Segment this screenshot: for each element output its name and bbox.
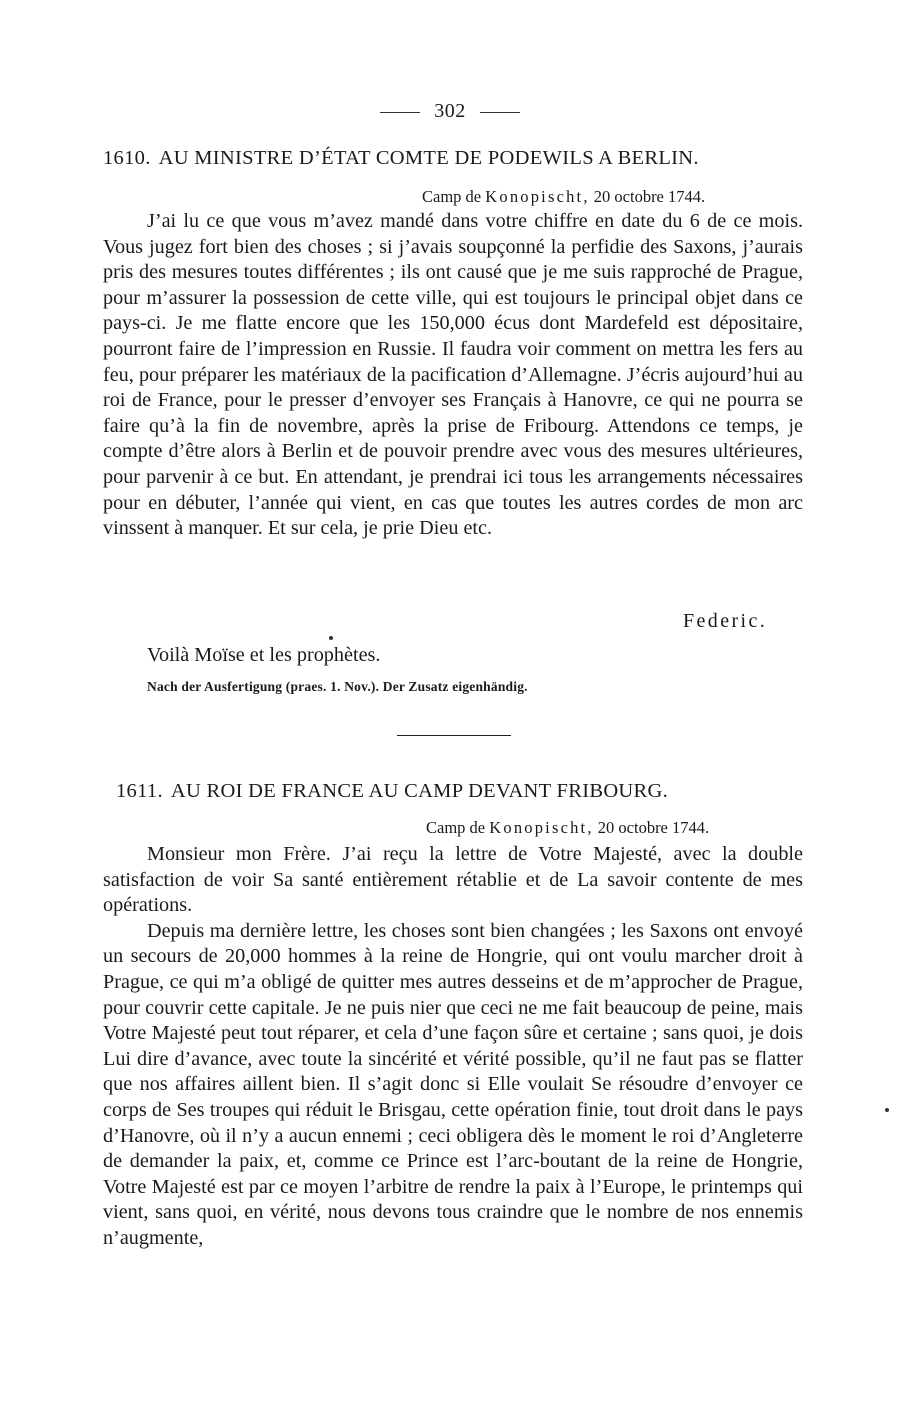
letter-heading — [116, 780, 816, 803]
letter-title: AU ROI DE FRANCE AU CAMP DEVANT FRIBOURG. — [170, 780, 669, 802]
source-note: Nach der Ausfertigung (praes. 1. Nov.). Der Zusatz eigenhändig. — [147, 679, 528, 694]
postscript: Voilà Moïse et les prophètes. — [147, 644, 381, 666]
divider — [380, 112, 420, 113]
letter-body — [103, 842, 803, 1252]
dateline — [422, 187, 705, 207]
date-place: Camp de — [422, 187, 482, 206]
signature: Federic. — [683, 610, 768, 632]
paragraph: Depuis ma dernière lettre, les choses sont bien changées ; les Saxons ont envoyé un secours de 20,000 hommes à la reine de Hongrie, qui ont voulu marcher droit à Prague, ce qui m’a obligé de quitter mes autres desseins et de m’approcher de Prague, pour couvrir cette capitale. Je ne puis nier que ceci ne me fait beaucoup de peine, mais Votre Majesté peut tout réparer, et cela d’une façon sûre et certaine ; sans quoi, je dois Lui dire d’avance, avec toute la sincérité et vérité possible, qu’il ne faut pas se flatter que nos affaires aillent bien. Il s’agit donc si Elle voulait Se résoudre d’envoyer ce corps de Ses troupes qui réduit le Brisgau, cette opération finie, tout droit dans le pays d’Hanovre, où il n’y a aucun ennemi ; ceci obligera dès le moment le roi d’Angleterre de demander la paix, et, comme ce Prince est l’arc-boutant de la reine de Hongrie, Votre Majesté est par ce moyen l’arbitre de rendre la paix à l’Europe, le printemps qui vient, sans quoi, en vérité, nous devons tous craindre que le nombre de nos ennemis n’augmente, — [103, 919, 803, 1249]
letter-heading — [103, 147, 803, 170]
letter-body — [103, 209, 803, 542]
section-rule — [397, 735, 511, 736]
dateline — [426, 818, 709, 838]
date-location: Konopischt, — [489, 818, 594, 837]
date-location: Konopischt, — [485, 187, 590, 206]
ink-speck — [329, 636, 333, 640]
date-text: 20 octobre 1744. — [593, 187, 706, 206]
letter-number: 1611. — [116, 780, 163, 802]
page-number-line — [0, 100, 900, 123]
date-place: Camp de — [426, 818, 486, 837]
ink-speck — [885, 1108, 889, 1112]
letter-title: AU MINISTRE D’ÉTAT COMTE DE PODEWILS A BERLIN. — [158, 147, 699, 169]
paragraph: Monsieur mon Frère. J’ai reçu la lettre de Votre Majesté, avec la double satisfaction de voir Sa santé entièrement rétablie et de La savoir contente de mes opérations. — [103, 843, 803, 917]
page-number: 302 — [434, 100, 466, 122]
letter-number: 1610. — [103, 147, 151, 169]
paragraph: J’ai lu ce que vous m’avez mandé dans votre chiffre en date du 6 de ce mois. Vous jugez fort bien des choses ; si j’avais soupçonné la perfidie des Saxons, j’aurais pris des mesures toutes différentes ; ils ont causé que je me suis rapproché de Prague, pour m’assurer la possession de cette ville, qui est toujours le principal objet dans ce pays-ci. Je me flatte encore que les 150,000 écus dont Mardefeld est dépositaire, pourront faire de l’impression en Russie. Il faudra voir comment on mettra les fers au feu, pour préparer les matériaux de la pacification d’Allemagne. J’écris aujourd’hui au roi de France, pour le presser d’envoyer ses Français à Hanovre, ce qui ne pourra se faire qu’à la fin de novembre, après la prise de Fribourg. Attendons ce temps, je compte d’être alors à Berlin et de pouvoir prendre avec vous des mesures ultérieures, pour parvenir à ce but. En attendant, je prendrai ici tous les arrangements nécessaires pour en débuter, l’année qui vient, en cas que toutes les autres cordes de mon arc vinssent à manquer. Et sur cela, je prie Dieu etc. — [103, 210, 803, 540]
date-text: 20 octobre 1744. — [597, 818, 710, 837]
divider — [480, 112, 520, 113]
